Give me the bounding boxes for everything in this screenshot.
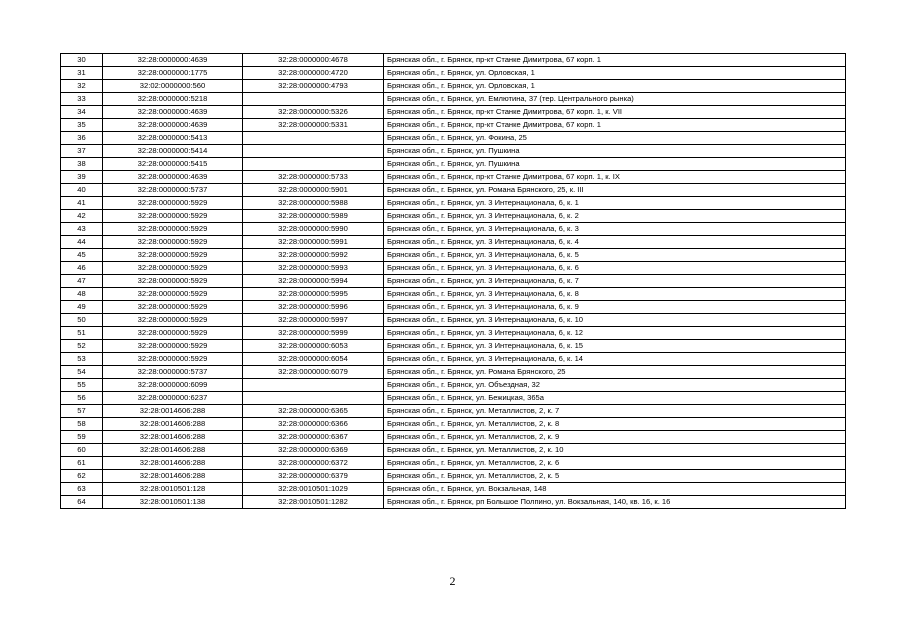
table-row [61,158,846,171]
table-row [61,145,846,158]
row-number-cell: 36 [61,132,103,145]
cadastral-number-cell: 32:28:0010501:128 [103,483,243,496]
address-cell: Брянская обл., г. Брянск, пр-кт Станке Димитрова, 67 корп. 1 [384,119,846,132]
object-cadastral-number-cell [243,392,384,405]
row-number-cell: 33 [61,93,103,106]
row-number-cell: 31 [61,67,103,80]
table-row [61,418,846,431]
object-cadastral-number-cell: 32:28:0000000:5733 [243,171,384,184]
table-row [61,184,846,197]
object-cadastral-number-cell: 32:28:0000000:6369 [243,444,384,457]
address-cell: Брянская обл., г. Брянск, ул. Объездная, 32 [384,379,846,392]
cadastral-number-cell: 32:28:0000000:5929 [103,275,243,288]
object-cadastral-number-cell [243,93,384,106]
address-cell: Брянская обл., г. Брянск, ул. Металлистов, 2, к. 6 [384,457,846,470]
object-cadastral-number-cell: 32:28:0000000:5989 [243,210,384,223]
cadastral-number-cell: 32:28:0000000:4639 [103,54,243,67]
table-row [61,431,846,444]
table-row [61,301,846,314]
table-row [61,405,846,418]
address-cell: Брянская обл., г. Брянск, ул. Романа Брянского, 25 [384,366,846,379]
object-cadastral-number-cell: 32:28:0010501:1029 [243,483,384,496]
object-cadastral-number-cell [243,379,384,392]
cadastral-number-cell: 32:28:0000000:5929 [103,353,243,366]
cadastral-number-cell: 32:28:0014606:288 [103,470,243,483]
row-number-cell: 30 [61,54,103,67]
address-cell: Брянская обл., г. Брянск, ул. Металлистов, 2, к. 10 [384,444,846,457]
cadastral-number-cell: 32:28:0000000:5929 [103,197,243,210]
table-row [61,353,846,366]
address-cell: Брянская обл., г. Брянск, ул. 3 Интернационала, 6, к. 6 [384,262,846,275]
cadastral-number-cell: 32:28:0010501:138 [103,496,243,509]
row-number-cell: 58 [61,418,103,431]
cadastral-number-cell: 32:28:0000000:5737 [103,366,243,379]
cadastral-number-cell: 32:28:0000000:6099 [103,379,243,392]
address-cell: Брянская обл., г. Брянск, ул. 3 Интернационала, 6, к. 14 [384,353,846,366]
object-cadastral-number-cell [243,145,384,158]
table-row [61,483,846,496]
object-cadastral-number-cell: 32:28:0000000:6372 [243,457,384,470]
object-cadastral-number-cell: 32:28:0000000:6054 [243,353,384,366]
object-cadastral-number-cell: 32:28:0010501:1282 [243,496,384,509]
object-cadastral-number-cell: 32:28:0000000:4678 [243,54,384,67]
address-cell: Брянская обл., г. Брянск, ул. 3 Интернационала, 6, к. 8 [384,288,846,301]
row-number-cell: 35 [61,119,103,132]
cadastral-number-cell: 32:28:0000000:5929 [103,314,243,327]
cadastral-number-cell: 32:28:0000000:5929 [103,210,243,223]
address-cell: Брянская обл., г. Брянск, ул. 3 Интернационала, 6, к. 7 [384,275,846,288]
cadastral-number-cell: 32:28:0000000:5218 [103,93,243,106]
row-number-cell: 40 [61,184,103,197]
row-number-cell: 50 [61,314,103,327]
table-row [61,171,846,184]
registry-table-body [61,54,846,509]
address-cell: Брянская обл., г. Брянск, ул. Металлистов, 2, к. 5 [384,470,846,483]
object-cadastral-number-cell [243,158,384,171]
address-cell: Брянская обл., г. Брянск, ул. 3 Интернационала, 6, к. 4 [384,236,846,249]
cadastral-number-cell: 32:28:0000000:5737 [103,184,243,197]
address-cell: Брянская обл., г. Брянск, ул. Пушкина [384,145,846,158]
cadastral-number-cell: 32:28:0014606:288 [103,431,243,444]
address-cell: Брянская обл., г. Брянск, пр-кт Станке Димитрова, 67 корп. 1 [384,54,846,67]
object-cadastral-number-cell: 32:28:0000000:5997 [243,314,384,327]
cadastral-number-cell: 32:28:0014606:288 [103,457,243,470]
address-cell: Брянская обл., г. Брянск, ул. Вокзальная, 148 [384,483,846,496]
address-cell: Брянская обл., г. Брянск, ул. Орловская, 1 [384,67,846,80]
object-cadastral-number-cell [243,132,384,145]
table-row [61,132,846,145]
cadastral-number-cell: 32:28:0000000:5929 [103,249,243,262]
address-cell: Брянская обл., г. Брянск, ул. 3 Интернационала, 6, к. 15 [384,340,846,353]
address-cell: Брянская обл., г. Брянск, ул. Пушкина [384,158,846,171]
object-cadastral-number-cell: 32:28:0000000:4793 [243,80,384,93]
object-cadastral-number-cell: 32:28:0000000:5326 [243,106,384,119]
cadastral-number-cell: 32:28:0000000:6237 [103,392,243,405]
row-number-cell: 63 [61,483,103,496]
object-cadastral-number-cell: 32:28:0000000:6367 [243,431,384,444]
table-row [61,106,846,119]
row-number-cell: 47 [61,275,103,288]
cadastral-number-cell: 32:28:0000000:5929 [103,340,243,353]
table-row [61,80,846,93]
row-number-cell: 55 [61,379,103,392]
table-row [61,379,846,392]
row-number-cell: 52 [61,340,103,353]
row-number-cell: 54 [61,366,103,379]
table-row [61,54,846,67]
row-number-cell: 48 [61,288,103,301]
address-cell: Брянская обл., г. Брянск, ул. Орловская, 1 [384,80,846,93]
row-number-cell: 45 [61,249,103,262]
address-cell: Брянская обл., г. Брянск, ул. Металлистов, 2, к. 7 [384,405,846,418]
address-cell: Брянская обл., г. Брянск, ул. Емлютина, 37 (тер. Центрального рынка) [384,93,846,106]
cadastral-number-cell: 32:28:0000000:5414 [103,145,243,158]
address-cell: Брянская обл., г. Брянск, пр-кт Станке Димитрова, 67 корп. 1, к. IX [384,171,846,184]
object-cadastral-number-cell: 32:28:0000000:6379 [243,470,384,483]
row-number-cell: 60 [61,444,103,457]
address-cell: Брянская обл., г. Брянск, ул. 3 Интернационала, 6, к. 1 [384,197,846,210]
cadastral-number-cell: 32:28:0014606:288 [103,444,243,457]
address-cell: Брянская обл., г. Брянск, ул. Фокина, 25 [384,132,846,145]
table-row [61,275,846,288]
cadastral-number-cell: 32:02:0000000:560 [103,80,243,93]
object-cadastral-number-cell: 32:28:0000000:5994 [243,275,384,288]
table-row [61,210,846,223]
object-cadastral-number-cell: 32:28:0000000:5992 [243,249,384,262]
table-row [61,236,846,249]
object-cadastral-number-cell: 32:28:0000000:5331 [243,119,384,132]
row-number-cell: 51 [61,327,103,340]
row-number-cell: 39 [61,171,103,184]
table-row [61,223,846,236]
row-number-cell: 43 [61,223,103,236]
address-cell: Брянская обл., г. Брянск, ул. 3 Интернационала, 6, к. 10 [384,314,846,327]
object-cadastral-number-cell: 32:28:0000000:6079 [243,366,384,379]
address-cell: Брянская обл., г. Брянск, ул. 3 Интернационала, 6, к. 12 [384,327,846,340]
row-number-cell: 56 [61,392,103,405]
address-cell: Брянская обл., г. Брянск, рп Большое Полпино, ул. Вокзальная, 140, кв. 16, к. 16 [384,496,846,509]
address-cell: Брянская обл., г. Брянск, пр-кт Станке Димитрова, 67 корп. 1, к. VII [384,106,846,119]
table-row [61,67,846,80]
object-cadastral-number-cell: 32:28:0000000:6053 [243,340,384,353]
cadastral-number-cell: 32:28:0000000:5929 [103,223,243,236]
address-cell: Брянская обл., г. Брянск, ул. 3 Интернационала, 6, к. 5 [384,249,846,262]
address-cell: Брянская обл., г. Брянск, ул. Металлистов, 2, к. 9 [384,431,846,444]
cadastral-number-cell: 32:28:0000000:4639 [103,119,243,132]
cadastral-number-cell: 32:28:0000000:5929 [103,262,243,275]
registry-table [60,53,846,509]
object-cadastral-number-cell: 32:28:0000000:4720 [243,67,384,80]
object-cadastral-number-cell: 32:28:0000000:6365 [243,405,384,418]
row-number-cell: 32 [61,80,103,93]
table-row [61,457,846,470]
cadastral-number-cell: 32:28:0000000:5929 [103,236,243,249]
row-number-cell: 49 [61,301,103,314]
cadastral-number-cell: 32:28:0014606:288 [103,405,243,418]
table-row [61,444,846,457]
object-cadastral-number-cell: 32:28:0000000:5993 [243,262,384,275]
table-row [61,119,846,132]
table-row [61,392,846,405]
cadastral-number-cell: 32:28:0000000:5929 [103,288,243,301]
row-number-cell: 64 [61,496,103,509]
table-row [61,470,846,483]
object-cadastral-number-cell: 32:28:0000000:5901 [243,184,384,197]
row-number-cell: 59 [61,431,103,444]
cadastral-number-cell: 32:28:0000000:5929 [103,301,243,314]
cadastral-number-cell: 32:28:0000000:4639 [103,106,243,119]
table-row [61,496,846,509]
row-number-cell: 53 [61,353,103,366]
cadastral-number-cell: 32:28:0000000:5415 [103,158,243,171]
address-cell: Брянская обл., г. Брянск, ул. Бежицкая, 365а [384,392,846,405]
cadastral-number-cell: 32:28:0000000:5929 [103,327,243,340]
address-cell: Брянская обл., г. Брянск, ул. Романа Брянского, 25, к. III [384,184,846,197]
row-number-cell: 38 [61,158,103,171]
row-number-cell: 41 [61,197,103,210]
row-number-cell: 46 [61,262,103,275]
cadastral-number-cell: 32:28:0000000:1775 [103,67,243,80]
address-cell: Брянская обл., г. Брянск, ул. 3 Интернационала, 6, к. 9 [384,301,846,314]
row-number-cell: 57 [61,405,103,418]
object-cadastral-number-cell: 32:28:0000000:5999 [243,327,384,340]
object-cadastral-number-cell: 32:28:0000000:5996 [243,301,384,314]
object-cadastral-number-cell: 32:28:0000000:5990 [243,223,384,236]
table-row [61,249,846,262]
table-row [61,288,846,301]
row-number-cell: 62 [61,470,103,483]
table-row [61,93,846,106]
page-number: 2 [449,574,456,588]
object-cadastral-number-cell: 32:28:0000000:5991 [243,236,384,249]
cadastral-number-cell: 32:28:0000000:4639 [103,171,243,184]
object-cadastral-number-cell: 32:28:0000000:6366 [243,418,384,431]
object-cadastral-number-cell: 32:28:0000000:5995 [243,288,384,301]
table-row [61,262,846,275]
table-row [61,340,846,353]
row-number-cell: 42 [61,210,103,223]
address-cell: Брянская обл., г. Брянск, ул. Металлистов, 2, к. 8 [384,418,846,431]
cadastral-number-cell: 32:28:0014606:288 [103,418,243,431]
cadastral-number-cell: 32:28:0000000:5413 [103,132,243,145]
table-row [61,366,846,379]
address-cell: Брянская обл., г. Брянск, ул. 3 Интернационала, 6, к. 3 [384,223,846,236]
table-row [61,327,846,340]
row-number-cell: 37 [61,145,103,158]
object-cadastral-number-cell: 32:28:0000000:5988 [243,197,384,210]
row-number-cell: 61 [61,457,103,470]
address-cell: Брянская обл., г. Брянск, ул. 3 Интернационала, 6, к. 2 [384,210,846,223]
table-row [61,314,846,327]
row-number-cell: 44 [61,236,103,249]
table-row [61,197,846,210]
row-number-cell: 34 [61,106,103,119]
